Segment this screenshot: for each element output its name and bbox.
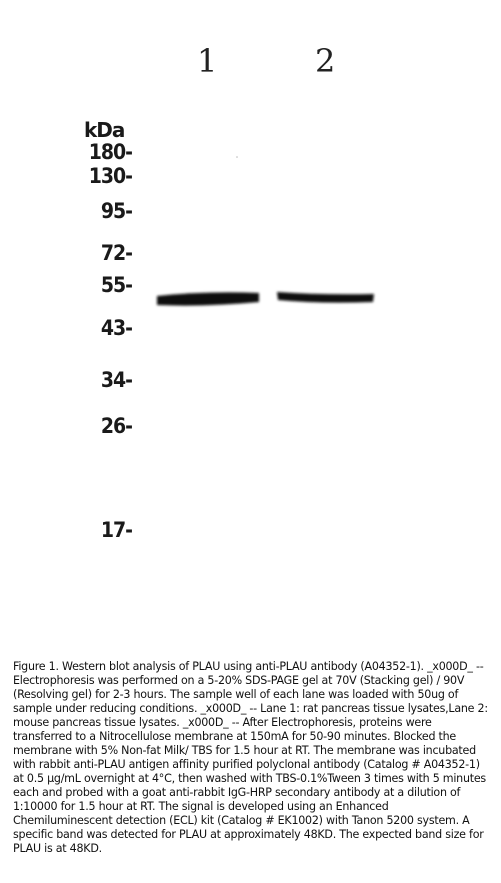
specks	[236, 156, 238, 158]
marker-55: 55-	[100, 273, 132, 297]
marker-26: 26-	[100, 414, 132, 438]
lane-label-1: 1	[197, 42, 218, 80]
marker-17: 17-	[100, 518, 132, 542]
marker-43: 43-	[100, 316, 132, 340]
figure-caption: Figure 1. Western blot analysis of PLAU using anti-PLAU antibody (A04352-1). _x000D_ -- Electrophoresis was performed on a 5-20% SDS-PAGE gel at 70V (Stacking gel) / 90V (Resolving gel) for 2-3 hours. The sample well of each lane was loaded with 50ug of sample under reducing conditions. _x000D_ -- Lane 1: rat pancreas tissue lysates,Lane 2: mouse pancreas tissue lysates. _x000D_ -- After Electrophoresis, proteins were transferred to a Nitrocellulose membrane at 150mA for 50-90 minutes. Blocked the membrane with 5% Non-fat Milk/ TBS for 1.5 hour at RT. The membrane was incubated with rabbit anti-PLAU antigen affinity purified polyclonal antibody (Catalog # A04352-1) at 0.5 μg/mL overnight at 4°C, then washed with TBS-0.1%Tween 3 times with 5 minutes each and probed with a goat anti-rabbit IgG-HRP secondary antibody at a dilution of 1:10000 for 1.5 hour at RT. The signal is developed using an Enhanced Chemiluminescent detection (ECL) kit (Catalog # EK1002) with Tanon 5200 system. A specific band was detected for PLAU at approximately 48KD. The expected band size for PLAU is at 48KD.	[13, 660, 488, 855]
band-lane-2	[277, 292, 374, 303]
marker-130: 130-	[88, 164, 132, 188]
band-lane-1	[157, 292, 259, 305]
marker-95: 95-	[100, 199, 132, 223]
marker-180: 180-	[88, 140, 132, 164]
marker-34: 34-	[100, 368, 132, 392]
marker-72: 72-	[100, 241, 132, 265]
lane-label-2: 2	[315, 42, 336, 80]
kda-unit-label: kDa	[84, 118, 125, 142]
